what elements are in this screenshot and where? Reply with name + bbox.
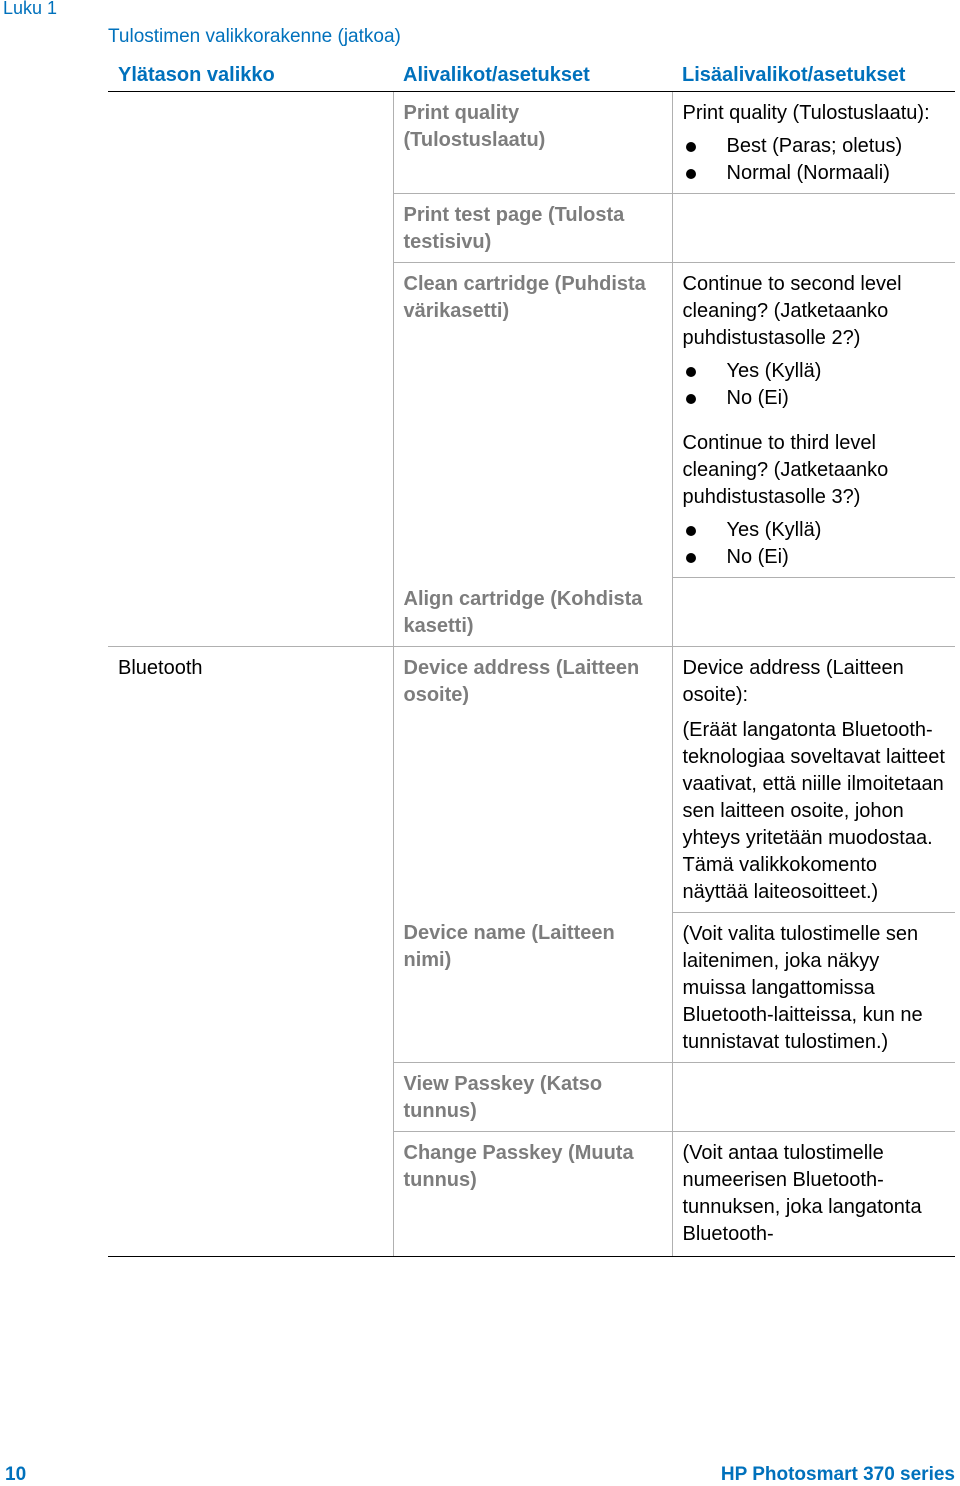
top-menu-cell (108, 912, 393, 1062)
list-item: No (Ei) (683, 385, 946, 412)
option-list (683, 517, 946, 571)
detail-text: Print quality (Tulostuslaatu): (682, 102, 930, 124)
column-header-additional-submenu: Lisäalivalikot/asetukset (672, 58, 955, 92)
chapter-label: Luku 1 (3, 0, 58, 18)
table-row (108, 646, 955, 912)
table-row (108, 194, 955, 263)
top-menu-cell: Bluetooth (108, 646, 393, 912)
top-menu-cell (108, 92, 393, 194)
table-row (108, 912, 955, 1062)
detail-cell (672, 1131, 955, 1256)
list-item: Yes (Kyllä) (683, 358, 946, 385)
top-menu-cell (108, 1131, 393, 1256)
list-item: Yes (Kyllä) (683, 517, 946, 544)
table-row (108, 578, 955, 647)
column-header-submenu: Alivalikot/asetukset (393, 58, 672, 92)
submenu-cell: Change Passkey (Muuta tunnus) (393, 1131, 672, 1256)
detail-cell (672, 92, 955, 194)
submenu-cell: Clean cartridge (Puhdista värikasetti) (393, 263, 672, 578)
submenu-cell: Align cartridge (Kohdista kasetti) (393, 578, 672, 647)
list-item: Best (Paras; oletus) (683, 133, 946, 160)
detail-text: (Eräät langatonta Bluetooth-teknologiaa soveltavat laitteet vaativat, että niille ilmoitetaan sen laitteen osoite, johon yhteys yritetään muodostaa. Tämä valikkokomento näyttää laiteosoitteet.) (682, 718, 945, 903)
table-row (108, 1062, 955, 1131)
top-menu-cell (108, 263, 393, 578)
detail-cell (672, 1062, 955, 1131)
top-menu-cell (108, 194, 393, 263)
top-menu-cell (108, 1062, 393, 1131)
detail-text: Device address (Laitteen osoite): (682, 656, 904, 706)
page-number: 10 (5, 1464, 27, 1485)
table-header-row (108, 58, 955, 92)
submenu-cell: Device name (Laitteen nimi) (393, 912, 672, 1062)
product-name: HP Photosmart 370 series (720, 1464, 955, 1485)
detail-cell (672, 646, 955, 912)
table-row (108, 1131, 955, 1256)
detail-cell (672, 263, 955, 578)
submenu-cell: Device address (Laitteen osoite) (393, 646, 672, 912)
top-menu-cell (108, 578, 393, 647)
detail-text: (Voit antaa tulostimelle numeerisen Bluetooth-tunnuksen, joka langatonta Bluetooth- (682, 1141, 922, 1245)
menu-structure-table (108, 58, 955, 1257)
submenu-cell: View Passkey (Katso tunnus) (393, 1062, 672, 1131)
option-list (683, 133, 946, 187)
detail-cell (672, 578, 955, 647)
list-item: Normal (Normaali) (683, 160, 946, 187)
detail-text: Continue to second level cleaning? (Jatketaanko puhdistustasolle 2?) (682, 273, 902, 349)
option-list (683, 358, 946, 412)
table-row (108, 92, 955, 194)
detail-cell (672, 194, 955, 263)
submenu-cell: Print test page (Tulosta testisivu) (393, 194, 672, 263)
detail-cell (672, 912, 955, 1062)
detail-text: Continue to third level cleaning? (Jatketaanko puhdistustasolle 3?) (682, 432, 889, 508)
table-row (108, 263, 955, 578)
detail-text: (Voit valita tulostimelle sen laitenimen, joka näkyy muissa langattomissa Bluetooth-laitteissa, kun ne tunnistavat tulostimen.) (682, 922, 923, 1053)
table-caption: Tulostimen valikkorakenne (jatkoa) (108, 26, 401, 47)
list-item: No (Ei) (683, 544, 946, 571)
column-header-top-menu: Ylätason valikko (108, 58, 393, 92)
submenu-cell: Print quality (Tulostuslaatu) (393, 92, 672, 194)
